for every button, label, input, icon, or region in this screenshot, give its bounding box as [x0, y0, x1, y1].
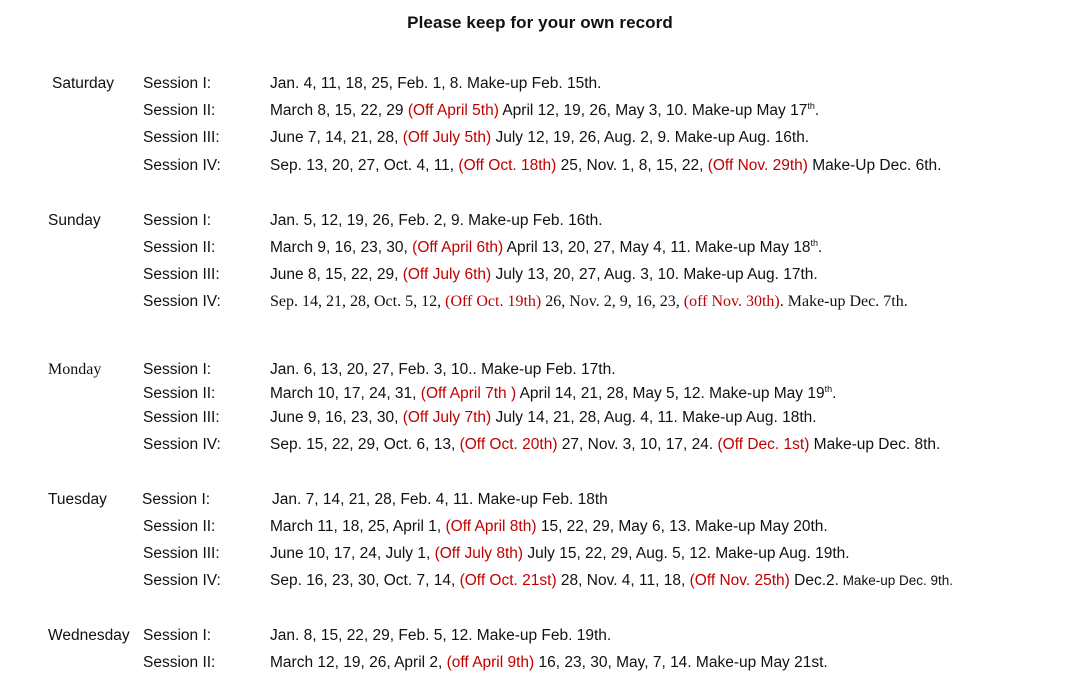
- off-date: (Off Oct. 18th): [458, 157, 557, 174]
- off-date: (Off April 8th): [445, 518, 537, 535]
- session-label: Session III:: [143, 409, 220, 426]
- off-date: (Off Oct. 20th): [459, 436, 558, 453]
- session-label: Session IV:: [143, 572, 221, 589]
- session-label: Session II:: [143, 518, 216, 535]
- day-label-saturday: Saturday: [52, 75, 115, 92]
- off-date: (Off July 6th): [402, 266, 492, 283]
- session-dates: Sep. 14, 21, 28, Oct. 5, 12, (Off Oct. 19th) 26, Nov. 2, 9, 16, 23, (off Nov. 30th). Make-up Dec. 7th.: [270, 293, 908, 310]
- off-date: (Off April 7th ): [420, 385, 517, 402]
- session-label: Session IV:: [143, 157, 221, 174]
- session-label: Session II:: [143, 654, 216, 671]
- day-label-tuesday: Tuesday: [48, 491, 107, 508]
- session-dates: Jan. 5, 12, 19, 26, Feb. 2, 9. Make-up Feb. 16th.: [270, 212, 603, 229]
- off-date: (Off April 6th): [412, 239, 504, 256]
- day-label-sunday: Sunday: [48, 212, 101, 229]
- off-date: (Off July 8th): [434, 545, 524, 562]
- session-dates: June 10, 17, 24, July 1, (Off July 8th) July 15, 22, 29, Aug. 5, 12. Make-up Aug. 19th.: [270, 545, 850, 562]
- off-date: (Off Oct. 21st): [459, 572, 557, 589]
- session-dates: Jan. 4, 11, 18, 25, Feb. 1, 8. Make-up Feb. 15th.: [270, 75, 602, 92]
- day-label-monday: Monday: [48, 361, 102, 378]
- off-date: (Off Dec. 1st): [717, 436, 810, 453]
- session-label: Session IV:: [143, 293, 221, 310]
- session-dates: Sep. 16, 23, 30, Oct. 7, 14, (Off Oct. 21st) 28, Nov. 4, 11, 18, (Off Nov. 25th) Dec.2. Make-up Dec. 9th.: [270, 572, 953, 589]
- session-dates: March 12, 19, 26, April 2, (off April 9th) 16, 23, 30, May, 7, 14. Make-up May 21st.: [270, 654, 828, 671]
- off-date: (Off Nov. 29th): [707, 157, 808, 174]
- off-date: (Off April 5th): [407, 102, 499, 119]
- session-dates: Jan. 7, 14, 21, 28, Feb. 4, 11. Make-up Feb. 18th: [272, 491, 608, 508]
- session-label: Session II:: [143, 102, 216, 119]
- session-label: Session III:: [143, 545, 220, 562]
- session-dates: Jan. 8, 15, 22, 29, Feb. 5, 12. Make-up Feb. 19th.: [270, 627, 612, 644]
- session-label: Session III:: [143, 266, 220, 283]
- session-dates: March 11, 18, 25, April 1, (Off April 8th) 15, 22, 29, May 6, 13. Make-up May 20th.: [270, 518, 828, 535]
- session-dates: Sep. 15, 22, 29, Oct. 6, 13, (Off Oct. 20th) 27, Nov. 3, 10, 17, 24. (Off Dec. 1st) Make-up Dec. 8th.: [270, 436, 941, 453]
- session-dates: Jan. 6, 13, 20, 27, Feb. 3, 10.. Make-up Feb. 17th.: [270, 361, 616, 378]
- session-label: Session I:: [143, 361, 212, 378]
- session-dates: June 7, 14, 21, 28, (Off July 5th) July 12, 19, 26, Aug. 2, 9. Make-up Aug. 16th.: [270, 129, 810, 146]
- off-date: (Off July 5th): [402, 129, 492, 146]
- session-label: Session IV:: [143, 436, 221, 453]
- session-label: Session II:: [143, 239, 216, 256]
- off-date: (Off Oct. 19th): [445, 293, 542, 310]
- day-label-wednesday: Wednesday: [48, 627, 130, 644]
- session-label: Session I:: [143, 627, 212, 644]
- session-dates: March 9, 16, 23, 30, (Off April 6th) April 13, 20, 27, May 4, 11. Make-up May 18th.: [270, 238, 823, 256]
- session-label: Session II:: [143, 385, 216, 402]
- session-label: Session I:: [143, 212, 212, 229]
- session-dates: June 8, 15, 22, 29, (Off July 6th) July 13, 20, 27, Aug. 3, 10. Make-up Aug. 17th.: [270, 266, 818, 283]
- session-dates: Sep. 13, 20, 27, Oct. 4, 11, (Off Oct. 18th) 25, Nov. 1, 8, 15, 22, (Off Nov. 29th) Make-Up Dec. 6th.: [270, 157, 942, 174]
- session-dates: March 10, 17, 24, 31, (Off April 7th ) April 14, 21, 28, May 5, 12. Make-up May 19th.: [270, 384, 837, 402]
- off-date: (off Nov. 30th): [683, 293, 780, 310]
- session-label: Session I:: [143, 75, 212, 92]
- session-dates: March 8, 15, 22, 29 (Off April 5th) April 12, 19, 26, May 3, 10. Make-up May 17th.: [270, 101, 820, 119]
- session-label: Session I:: [142, 491, 211, 508]
- off-date: (off April 9th): [446, 654, 535, 671]
- off-date: (Off Nov. 25th): [689, 572, 790, 589]
- page-title: Please keep for your own record: [407, 13, 673, 32]
- off-date: (Off July 7th): [402, 409, 492, 426]
- session-label: Session III:: [143, 129, 220, 146]
- session-dates: June 9, 16, 23, 30, (Off July 7th) July 14, 21, 28, Aug. 4, 11. Make-up Aug. 18th.: [270, 409, 817, 426]
